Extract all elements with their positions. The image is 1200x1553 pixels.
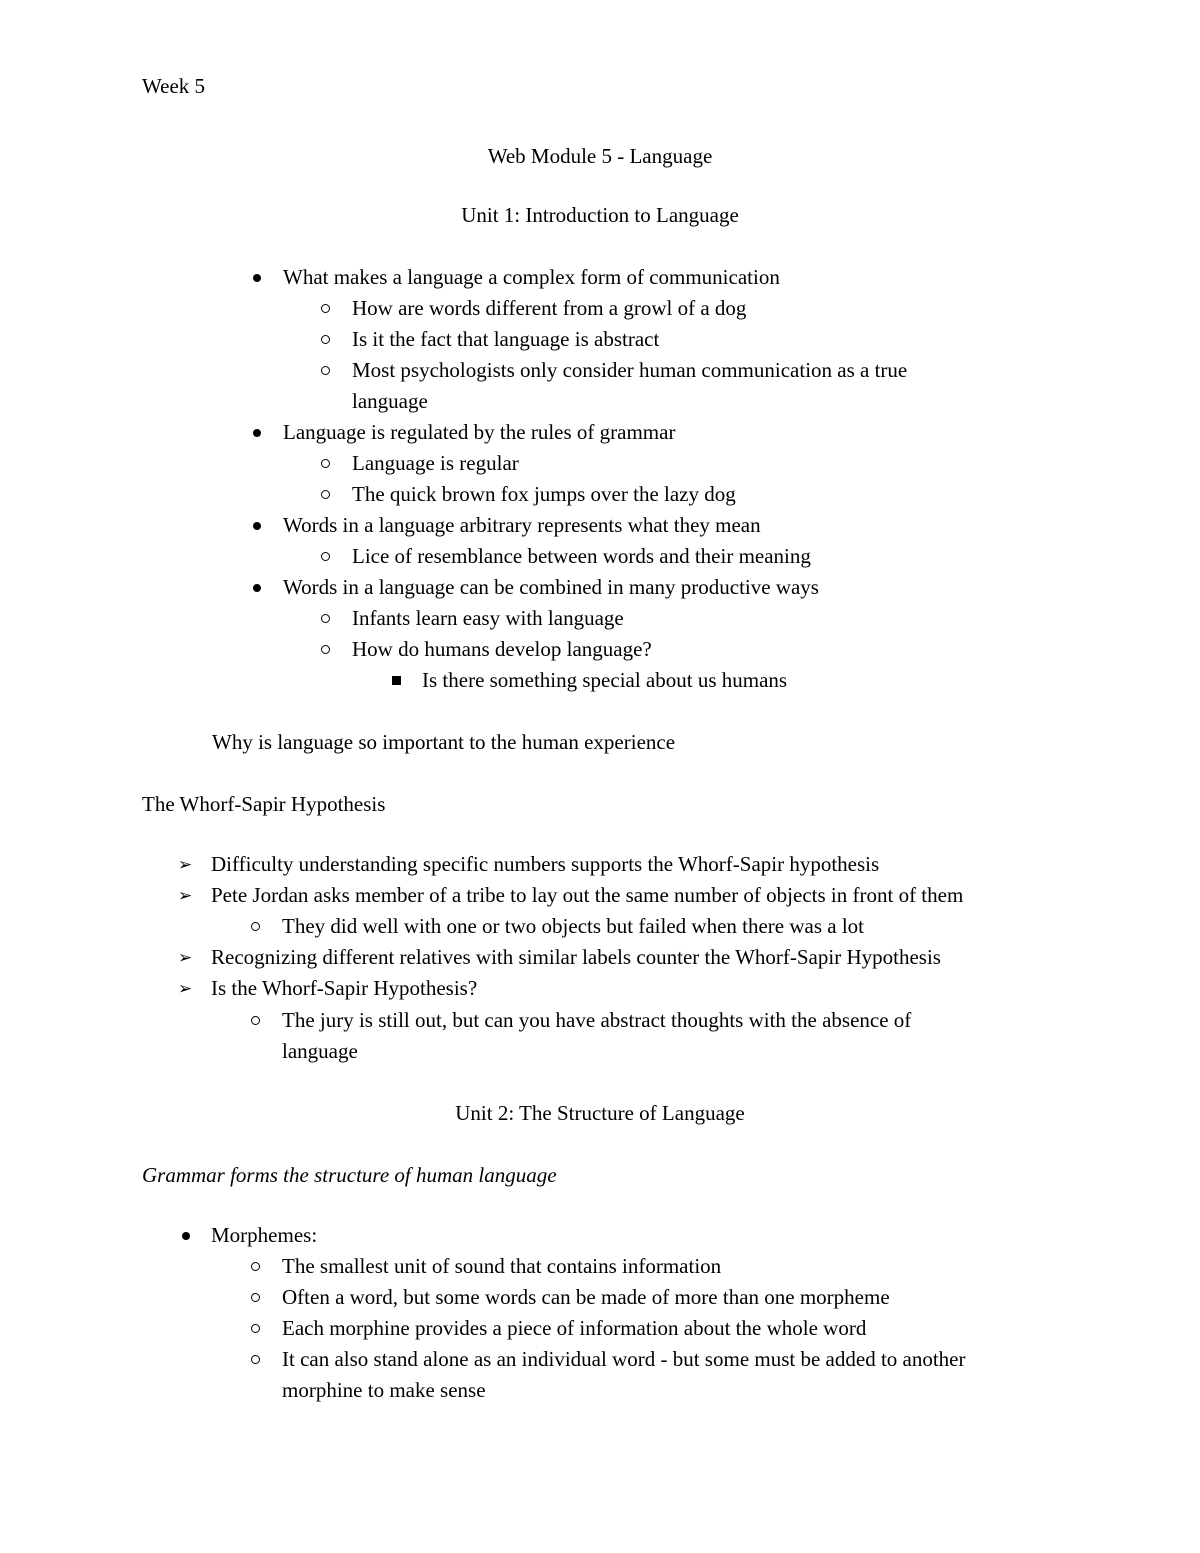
list-item: Often a word, but some words can be made of more than one morpheme (282, 1285, 890, 1309)
bullet-circle (251, 1262, 260, 1271)
bullet-circle (321, 552, 330, 561)
bullet-disc (253, 584, 261, 592)
list-item: Morphemes: (211, 1223, 318, 1247)
bullet-circle (251, 1355, 260, 1364)
bullet-circle (321, 614, 330, 623)
list-item: They did well with one or two objects but failed when there was a lot (282, 914, 865, 938)
bullet-circle (321, 459, 330, 468)
arrow-bullet-icon: ➢ (178, 855, 193, 875)
arrow-bullet-icon: ➢ (178, 886, 193, 906)
arrow-bullet-icon: ➢ (178, 979, 193, 999)
bullet-circle (251, 1324, 260, 1333)
section-subtitle: Grammar forms the structure of human language (142, 1163, 557, 1187)
list-item: Recognizing different relatives with similar labels counter the Whorf-Sapir Hypothesis (211, 945, 941, 969)
list-item: Words in a language arbitrary represents what they mean (283, 513, 761, 537)
bullet-disc (253, 429, 261, 437)
list-item: The jury is still out, but can you have abstract thoughts with the absence of (282, 1008, 912, 1032)
list-item: How are words different from a growl of a dog (352, 296, 747, 320)
arrow-bullet-icon: ➢ (178, 948, 193, 968)
list-item: The smallest unit of sound that contains information (282, 1254, 722, 1278)
list-item-continuation: language (352, 389, 428, 413)
list-item: Pete Jordan asks member of a tribe to lay out the same number of objects in front of them (211, 883, 964, 907)
list-item: Is it the fact that language is abstract (352, 327, 660, 351)
list-item: Is the Whorf-Sapir Hypothesis? (211, 976, 478, 1000)
list-item: It can also stand alone as an individual word - but some must be added to another (282, 1347, 966, 1371)
bullet-circle (321, 645, 330, 654)
list-item: Language is regulated by the rules of grammar (283, 420, 676, 444)
bullet-circle (321, 304, 330, 313)
question-text: Why is language so important to the human experience (212, 730, 676, 754)
unit2-heading: Unit 2: The Structure of Language (455, 1101, 745, 1125)
bullet-circle (251, 1016, 260, 1025)
list-item: The quick brown fox jumps over the lazy dog (352, 482, 736, 506)
list-item: Language is regular (352, 451, 519, 475)
list-item-continuation: language (282, 1039, 358, 1063)
bullet-disc (182, 1232, 190, 1240)
unit1-heading: Unit 1: Introduction to Language (461, 203, 739, 227)
bullet-circle (321, 335, 330, 344)
list-item: What makes a language a complex form of communication (283, 265, 780, 289)
bullet-square (392, 676, 401, 685)
bullet-disc (253, 274, 261, 282)
bullet-circle (321, 490, 330, 499)
page-header: Week 5 (142, 74, 206, 98)
bullet-disc (253, 522, 261, 530)
list-item: Words in a language can be combined in many productive ways (283, 575, 819, 599)
list-item: Most psychologists only consider human communication as a true (352, 358, 908, 382)
list-item: Each morphine provides a piece of information about the whole word (282, 1316, 867, 1340)
section-heading: The Whorf-Sapir Hypothesis (142, 792, 386, 816)
document-title: Web Module 5 - Language (487, 144, 713, 168)
bullet-circle (251, 922, 260, 931)
list-item: Lice of resemblance between words and their meaning (352, 544, 811, 568)
list-item: Infants learn easy with language (352, 606, 624, 630)
list-item: Is there something special about us humans (422, 668, 788, 692)
bullet-circle (321, 366, 330, 375)
list-item-continuation: morphine to make sense (282, 1378, 486, 1402)
list-item: Difficulty understanding specific numbers supports the Whorf-Sapir hypothesis (211, 852, 880, 876)
list-item: How do humans develop language? (352, 637, 652, 661)
bullet-circle (251, 1293, 260, 1302)
